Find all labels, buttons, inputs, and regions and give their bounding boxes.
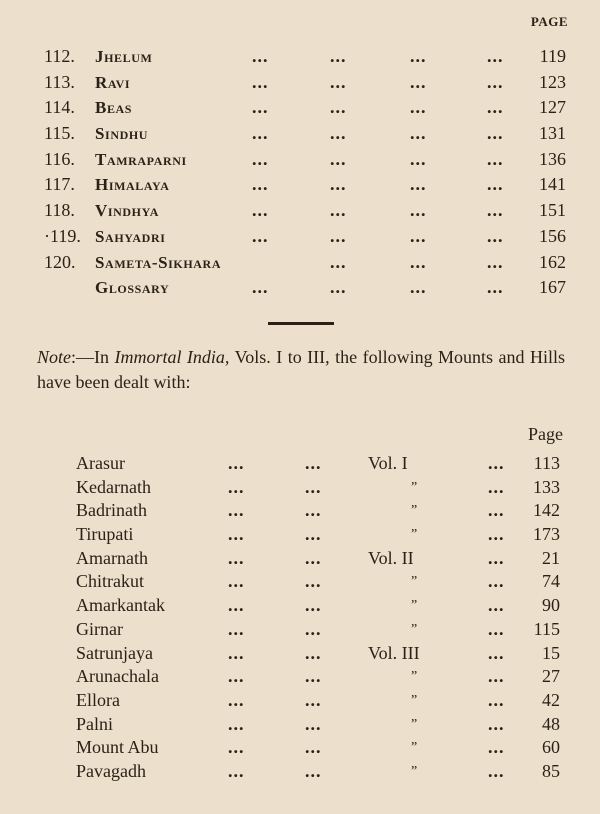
volume-ref: Vol. III (368, 642, 420, 663)
dot-leader: ... (330, 148, 347, 169)
mount-page: 60 (542, 737, 560, 758)
mounts-page-heading: Page (528, 424, 563, 444)
dot-leader: ... (410, 277, 427, 298)
dot-leader: ... (410, 251, 427, 272)
dot-leader: ... (305, 453, 322, 473)
dot-leader: ... (487, 46, 504, 66)
mount-page: 90 (542, 595, 560, 616)
dot-leader: ... (228, 524, 245, 545)
mount-entry (0, 499, 600, 523)
entry-page: 127 (539, 97, 566, 118)
mount-page: 115 (533, 618, 560, 639)
toc-entry (0, 121, 600, 147)
dot-leader: ... (487, 123, 504, 144)
volume-ref: ” (411, 763, 418, 779)
entry-title: Sameta-Sikhara (95, 252, 222, 272)
entry-number: 113. (44, 71, 75, 92)
mount-entry (0, 618, 600, 642)
dot-leader: ... (488, 618, 505, 639)
entry-page: 131 (539, 123, 566, 144)
dot-leader: ... (228, 689, 245, 710)
entry-title: Sahyadri (95, 226, 166, 246)
mount-page: 21 (542, 547, 560, 568)
mount-page: 133 (533, 476, 560, 497)
entry-number: 115. (44, 123, 75, 144)
dot-leader: ... (252, 123, 269, 144)
dot-leader: ... (228, 500, 245, 521)
entry-title: Beas (95, 98, 133, 118)
dot-leader: ... (487, 148, 504, 169)
entry-page: 167 (539, 277, 566, 298)
dot-leader: ... (305, 642, 322, 663)
entry-title: Ravi (95, 72, 131, 92)
dot-leader: ... (488, 500, 505, 521)
note-rest: Vols. I to III, the following Mounts and Hills have been dealt with: (37, 347, 565, 392)
entry-number: 118. (44, 200, 75, 221)
dot-leader: ... (305, 618, 322, 639)
toc-entry (0, 44, 600, 70)
mount-name: Mount Abu (76, 737, 159, 758)
mount-page: 27 (542, 666, 560, 687)
dot-leader: ... (252, 46, 269, 66)
dot-leader: ... (228, 595, 245, 616)
entry-page: 151 (539, 200, 566, 221)
volume-ref: ” (411, 503, 418, 519)
mount-entry (0, 689, 600, 713)
dot-leader: ... (305, 500, 322, 521)
mount-entry (0, 547, 600, 571)
dot-leader: ... (487, 200, 504, 221)
entry-title: Jhelum (95, 47, 153, 66)
dot-leader: ... (487, 71, 504, 92)
dot-leader: ... (410, 174, 427, 195)
toc-entry (0, 95, 600, 121)
entry-page: 156 (539, 225, 566, 246)
entry-title: Glossary (95, 278, 170, 298)
entry-number: 112. (44, 46, 75, 66)
volume-ref: ” (411, 740, 418, 756)
dot-leader: ... (330, 123, 347, 144)
mount-name: Tirupati (76, 524, 134, 545)
mount-entry (0, 665, 600, 689)
mount-name: Ellora (76, 689, 120, 710)
mount-entry (0, 594, 600, 618)
entry-title: Himalaya (95, 175, 170, 195)
dot-leader: ... (228, 547, 245, 568)
entry-number: 114. (44, 97, 75, 118)
mount-page: 42 (542, 689, 560, 710)
toc-entry (0, 70, 600, 96)
dot-leader: ... (488, 547, 505, 568)
dot-leader: ... (252, 277, 269, 298)
dot-leader: ... (305, 595, 322, 616)
toc-entry (0, 250, 600, 276)
dot-leader: ... (410, 71, 427, 92)
volume-ref: Vol. I (368, 453, 408, 473)
note-lead: :—In (71, 347, 115, 367)
dot-leader: ... (228, 760, 245, 781)
dot-leader: ... (410, 123, 427, 144)
entry-page: 119 (539, 46, 566, 66)
toc-entry (0, 275, 600, 301)
mounts-list (0, 452, 600, 784)
mount-name: Girnar (76, 618, 123, 639)
mount-page: 15 (542, 642, 560, 663)
mount-name: Amarnath (76, 547, 148, 568)
volume-ref: ” (411, 527, 418, 543)
entry-page: 123 (539, 71, 566, 92)
volume-ref: ” (411, 716, 418, 732)
entry-page: 141 (539, 174, 566, 195)
dot-leader: ... (330, 46, 347, 66)
dot-leader: ... (305, 524, 322, 545)
mount-page: 173 (533, 524, 560, 545)
mount-entry (0, 760, 600, 784)
note-paragraph (37, 345, 565, 395)
dot-leader: ... (487, 277, 504, 298)
dot-leader: ... (305, 737, 322, 758)
mount-name: Satrunjaya (76, 642, 153, 663)
section-divider (268, 322, 334, 325)
dot-leader: ... (252, 148, 269, 169)
mount-page: 85 (542, 760, 560, 781)
dot-leader: ... (330, 251, 347, 272)
mount-name: Chitrakut (76, 571, 144, 592)
dot-leader: ... (305, 666, 322, 687)
entry-number: 120. (44, 251, 76, 272)
dot-leader: ... (410, 97, 427, 118)
mount-entry (0, 570, 600, 594)
toc-entry (0, 147, 600, 173)
dot-leader: ... (252, 174, 269, 195)
dot-leader: ... (305, 547, 322, 568)
toc-entry (0, 172, 600, 198)
dot-leader: ... (228, 642, 245, 663)
dot-leader: ... (228, 666, 245, 687)
dot-leader: ... (228, 737, 245, 758)
mount-entry (0, 523, 600, 547)
dot-leader: ... (410, 148, 427, 169)
dot-leader: ... (330, 174, 347, 195)
dot-leader: ... (488, 737, 505, 758)
entry-number: 116. (44, 148, 75, 169)
volume-ref: ” (411, 621, 418, 637)
mount-page: 74 (542, 571, 560, 592)
dot-leader: ... (488, 642, 505, 663)
entry-title: Vindhya (95, 201, 160, 221)
mount-entry (0, 452, 600, 476)
dot-leader: ... (488, 524, 505, 545)
page-column-heading: PAGE (530, 14, 568, 29)
dot-leader: ... (487, 97, 504, 118)
entry-page: 136 (539, 148, 566, 169)
mount-name: Pavagadh (76, 760, 146, 781)
mount-entry (0, 642, 600, 666)
mount-page: 113 (533, 453, 560, 473)
dot-leader: ... (228, 476, 245, 497)
entry-title: Sindhu (95, 124, 149, 144)
dot-leader: ... (488, 476, 505, 497)
mount-entry (0, 736, 600, 760)
dot-leader: ... (228, 713, 245, 734)
volume-ref: ” (411, 479, 418, 495)
toc-entry (0, 198, 600, 224)
mount-page: 48 (542, 713, 560, 734)
book-title: Immortal India, (114, 347, 230, 367)
mount-name: Arasur (76, 453, 125, 473)
toc-entry (0, 224, 600, 250)
mount-name: Amarkantak (76, 595, 165, 616)
dot-leader: ... (330, 200, 347, 221)
dot-leader: ... (252, 97, 269, 118)
mount-name: Arunachala (76, 666, 159, 687)
dot-leader: ... (487, 225, 504, 246)
entry-page: 162 (539, 251, 566, 272)
dot-leader: ... (228, 453, 245, 473)
dot-leader: ... (410, 46, 427, 66)
dot-leader: ... (488, 689, 505, 710)
dot-leader: ... (228, 571, 245, 592)
dot-leader: ... (305, 689, 322, 710)
dot-leader: ... (488, 571, 505, 592)
dot-leader: ... (305, 713, 322, 734)
dot-leader: ... (488, 666, 505, 687)
dot-leader: ... (488, 595, 505, 616)
volume-ref: ” (411, 692, 418, 708)
volume-ref: ” (411, 574, 418, 590)
dot-leader: ... (252, 225, 269, 246)
entry-number: ·119. (44, 225, 81, 246)
dot-leader: ... (488, 760, 505, 781)
dot-leader: ... (330, 277, 347, 298)
dot-leader: ... (330, 97, 347, 118)
note-label: Note (37, 347, 71, 367)
mount-entry (0, 476, 600, 500)
dot-leader: ... (252, 71, 269, 92)
volume-ref: ” (411, 669, 418, 685)
entry-number: 117. (44, 174, 75, 195)
mount-page: 142 (533, 500, 560, 521)
dot-leader: ... (330, 225, 347, 246)
dot-leader: ... (305, 571, 322, 592)
mount-name: Palni (76, 713, 114, 734)
volume-ref: ” (411, 598, 418, 614)
contents-list (0, 44, 600, 301)
mount-entry (0, 713, 600, 737)
dot-leader: ... (488, 453, 505, 473)
dot-leader: ... (410, 200, 427, 221)
mount-name: Kedarnath (76, 476, 151, 497)
dot-leader: ... (410, 225, 427, 246)
dot-leader: ... (305, 760, 322, 781)
dot-leader: ... (330, 71, 347, 92)
dot-leader: ... (228, 618, 245, 639)
dot-leader: ... (487, 174, 504, 195)
dot-leader: ... (487, 251, 504, 272)
dot-leader: ... (305, 476, 322, 497)
dot-leader: ... (252, 200, 269, 221)
dot-leader: ... (488, 713, 505, 734)
volume-ref: Vol. II (368, 547, 414, 568)
entry-title: Tamraparni (95, 149, 187, 169)
mount-name: Badrinath (76, 500, 147, 521)
